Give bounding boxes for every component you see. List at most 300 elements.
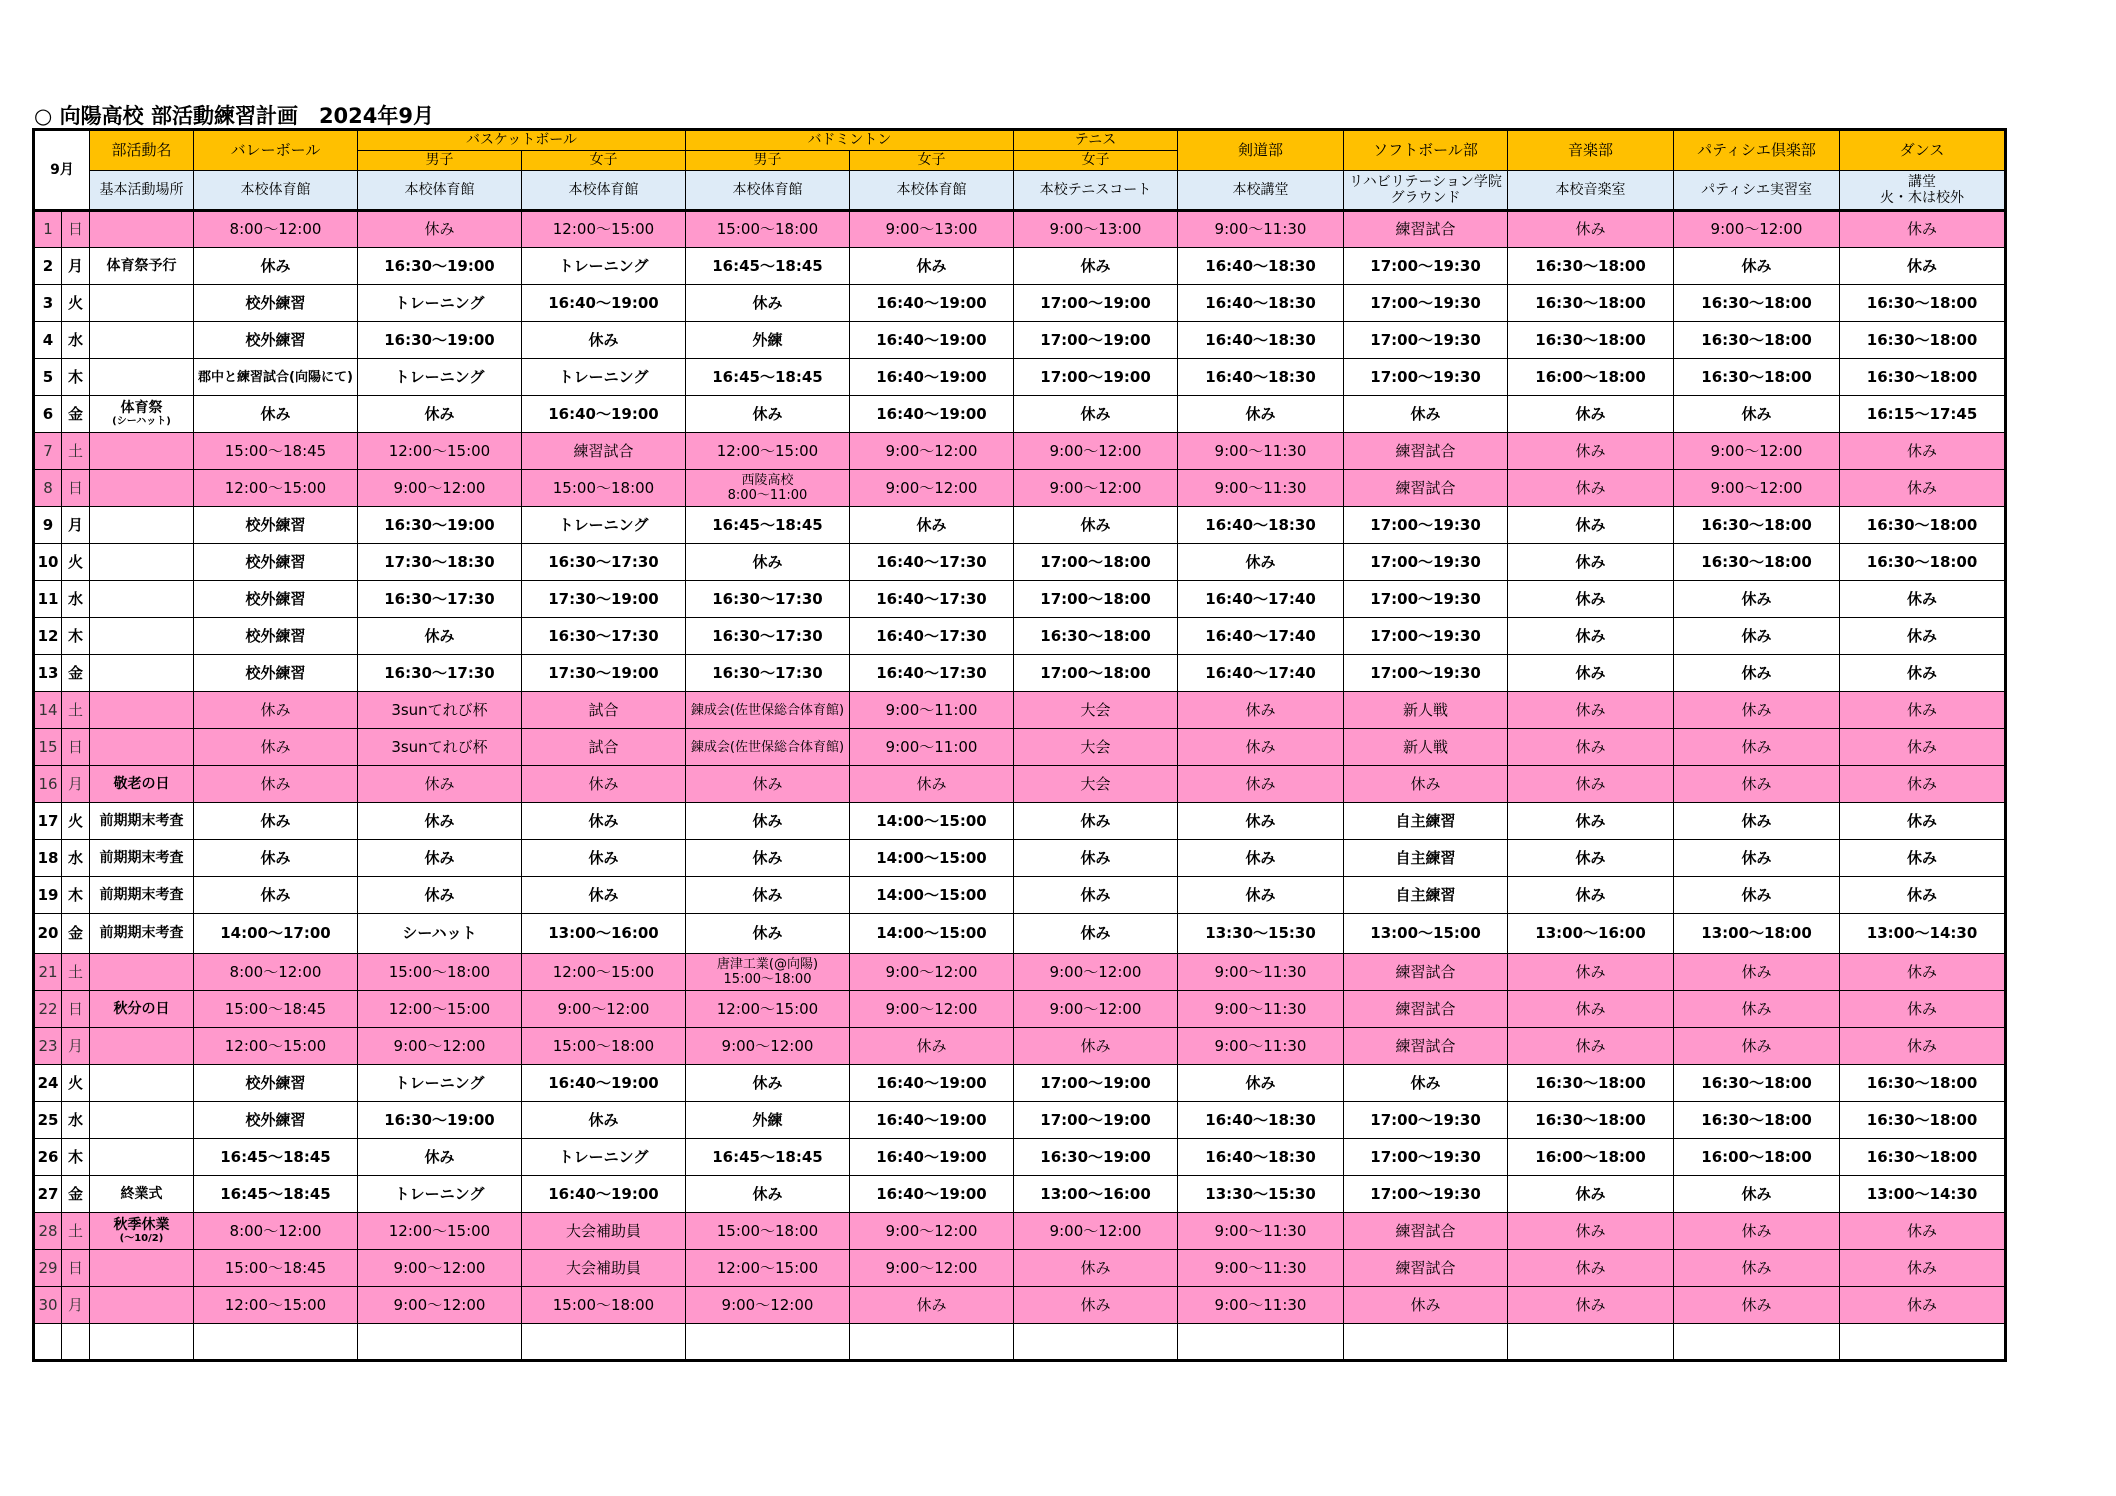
schedule-cell: 錬成会(佐世保総合体育館) [686,729,850,766]
schedule-row [34,359,2006,396]
schedule-cell: 休み [1674,692,1840,729]
day-number: 11 [34,581,62,618]
schedule-cell: 休み [1674,1176,1840,1213]
schedule-cell: 休み [1508,729,1674,766]
event-cell [90,1028,194,1065]
schedule-cell: 休み [1840,1250,2006,1287]
schedule-cell: 休み [686,396,850,433]
day-number: 1 [34,211,62,248]
schedule-cell: 17:00～18:00 [1014,544,1178,581]
schedule-cell: 休み [1840,618,2006,655]
schedule-cell: 16:40～19:00 [850,1139,1014,1176]
schedule-row [34,470,2006,507]
schedule-cell: 休み [1508,692,1674,729]
schedule-cell: 17:00～19:00 [1014,285,1178,322]
schedule-cell: 9:00～12:00 [358,1287,522,1324]
place-cell: 講堂 火・木は校外 [1840,171,2006,211]
day-of-week: 水 [62,581,90,618]
schedule-cell: 休み [1178,544,1344,581]
schedule-cell: 休み [1344,1287,1508,1324]
schedule-cell: 16:40～18:30 [1178,248,1344,285]
schedule-cell: 16:30～18:00 [1508,1102,1674,1139]
day-number [34,1324,62,1361]
schedule-cell: 休み [1840,991,2006,1028]
schedule-cell: 9:00～12:00 [686,1287,850,1324]
schedule-cell [1674,1324,1840,1361]
day-of-week: 月 [62,248,90,285]
schedule-row [34,991,2006,1028]
schedule-cell: 12:00～15:00 [358,991,522,1028]
schedule-cell: 17:00～19:30 [1344,285,1508,322]
place-cell: リハビリテーション学院 グラウンド [1344,171,1508,211]
schedule-cell: 16:40～19:00 [850,322,1014,359]
schedule-cell: 16:30～18:00 [1840,359,2006,396]
event-cell [90,766,194,803]
schedule-cell: 16:30～18:00 [1674,359,1840,396]
schedule-cell: 休み [522,1102,686,1139]
schedule-cell: 16:30～18:00 [1674,1065,1840,1102]
schedule-cell: 9:00～12:00 [1674,433,1840,470]
schedule-cell: 16:30～18:00 [1674,285,1840,322]
schedule-cell: 16:30～19:00 [358,322,522,359]
schedule-cell: 16:40～18:30 [1178,507,1344,544]
schedule-cell: 9:00～11:30 [1178,470,1344,507]
event-cell [90,1139,194,1176]
schedule-cell: 休み [1178,877,1344,914]
schedule-row [34,1176,2006,1213]
schedule-cell: 17:00～19:30 [1344,1176,1508,1213]
schedule-cell: 休み [1508,1287,1674,1324]
day-number: 18 [34,840,62,877]
schedule-row [34,1102,2006,1139]
schedule-cell: 休み [1674,248,1840,285]
schedule-cell: 休み [850,507,1014,544]
sub-basketball-boys: 男子 [358,151,522,171]
event-subtext: (シーハット) [112,416,171,427]
schedule-row [34,1139,2006,1176]
schedule-cell: 休み [194,396,358,433]
schedule-cell: 休み [1014,248,1178,285]
schedule-cell: 休み [1014,1250,1178,1287]
day-of-week: 金 [62,396,90,433]
day-of-week: 日 [62,470,90,507]
schedule-cell: 休み [1674,766,1840,803]
places-row [34,171,2006,211]
schedule-cell: 15:00～18:45 [194,433,358,470]
schedule-cell: 休み [1508,507,1674,544]
schedule-cell: 14:00～15:00 [850,803,1014,840]
schedule-cell [194,1324,358,1361]
schedule-cell: 唐津工業(@向陽) 15:00～18:00 [686,954,850,991]
schedule-cell: 休み [1508,803,1674,840]
schedule-cell: 休み [686,877,850,914]
schedule-cell: 休み [1508,1176,1674,1213]
schedule-row [34,1213,2006,1250]
schedule-cell: 16:45～18:45 [194,1176,358,1213]
schedule-cell: 17:00～18:00 [1014,581,1178,618]
schedule-cell: 17:00～19:30 [1344,544,1508,581]
schedule-cell: 練習試合 [1344,991,1508,1028]
schedule-cell: 16:30～18:00 [1674,544,1840,581]
schedule-cell: 休み [1508,877,1674,914]
schedule-cell: 休み [1674,1213,1840,1250]
schedule-cell: 16:30～18:00 [1508,285,1674,322]
schedule-cell: 休み [1674,1028,1840,1065]
schedule-cell: 9:00～11:30 [1178,954,1344,991]
day-of-week: 水 [62,1102,90,1139]
club-patissier: パティシエ倶楽部 [1674,130,1840,171]
schedule-cell: 16:30～17:30 [358,581,522,618]
schedule-cell: 休み [1674,803,1840,840]
schedule-cell: 9:00～12:00 [1014,1213,1178,1250]
event-text: 体育祭 [120,400,163,416]
schedule-cell: 17:30～18:30 [358,544,522,581]
practice-schedule-table [32,128,2007,1362]
schedule-cell: 16:40～19:00 [850,359,1014,396]
event-cell [90,1102,194,1139]
schedule-cell: 16:40～19:00 [522,396,686,433]
event-cell [90,433,194,470]
schedule-cell: 16:30～18:00 [1840,285,2006,322]
schedule-cell: 休み [1014,396,1178,433]
place-cell: パティシエ実習室 [1674,171,1840,211]
schedule-cell: 休み [686,766,850,803]
schedule-cell: 16:40～19:00 [522,285,686,322]
event-text: 体育祭予行 [106,257,177,274]
schedule-cell: 休み [1508,655,1674,692]
schedule-cell: 休み [1344,766,1508,803]
schedule-cell [1344,1324,1508,1361]
schedule-cell [686,1324,850,1361]
sub-basketball-girls: 女子 [522,151,686,171]
schedule-cell: 16:40～18:30 [1178,1102,1344,1139]
schedule-cell: 16:40～19:00 [850,1176,1014,1213]
schedule-cell: 13:00～16:00 [1014,1176,1178,1213]
schedule-cell: 練習試合 [1344,211,1508,248]
schedule-cell: 自主練習 [1344,803,1508,840]
sub-tennis-girls: 女子 [1014,151,1178,171]
schedule-cell: 16:40～17:30 [850,618,1014,655]
schedule-cell: 16:40～17:30 [850,581,1014,618]
schedule-cell: 16:30～18:00 [1840,1065,2006,1102]
day-number: 2 [34,248,62,285]
schedule-cell: 16:40～19:00 [850,285,1014,322]
event-cell [90,1287,194,1324]
schedule-cell: 12:00～15:00 [194,1028,358,1065]
day-number: 3 [34,285,62,322]
club-name-label: 部活動名 [90,130,194,171]
place-label: 基本活動場所 [90,171,194,211]
schedule-cell: 休み [1840,248,2006,285]
schedule-cell: 16:30～17:30 [686,655,850,692]
schedule-cell: 16:30～18:00 [1674,1102,1840,1139]
place-cell: 本校体育館 [358,171,522,211]
schedule-cell: 9:00～11:30 [1178,991,1344,1028]
schedule-cell: 休み [1508,544,1674,581]
event-cell [90,877,194,914]
schedule-cell: 16:45～18:45 [194,1139,358,1176]
schedule-cell: 休み [1840,1028,2006,1065]
schedule-cell: 16:40～17:30 [850,544,1014,581]
schedule-cell: 休み [358,766,522,803]
schedule-cell: 9:00～13:00 [1014,211,1178,248]
day-number: 16 [34,766,62,803]
day-number: 6 [34,396,62,433]
day-of-week: 土 [62,1213,90,1250]
schedule-cell: 休み [1674,840,1840,877]
schedule-cell: 17:00～19:30 [1344,618,1508,655]
schedule-cell: 大会補助員 [522,1213,686,1250]
day-of-week: 木 [62,1139,90,1176]
event-text: 秋分の日 [113,1000,170,1017]
schedule-cell: 13:00～16:00 [1508,914,1674,954]
event-cell [90,1250,194,1287]
day-number: 14 [34,692,62,729]
month-label: 9月 [34,130,90,211]
event-cell [90,544,194,581]
day-of-week: 火 [62,1065,90,1102]
schedule-cell: 休み [1840,692,2006,729]
schedule-cell: 16:30～19:00 [1014,1139,1178,1176]
schedule-cell: 16:30～18:00 [1840,507,2006,544]
schedule-cell: 16:30～17:30 [522,544,686,581]
schedule-cell: トレーニング [358,359,522,396]
schedule-cell: 12:00～15:00 [358,433,522,470]
schedule-cell: 16:40～17:40 [1178,618,1344,655]
schedule-cell: 16:30～17:30 [686,618,850,655]
schedule-cell: 休み [1508,470,1674,507]
schedule-cell: 休み [1178,766,1344,803]
day-of-week: 火 [62,803,90,840]
day-of-week: 木 [62,359,90,396]
schedule-cell: 15:00～18:00 [358,954,522,991]
schedule-cell: 休み [1014,914,1178,954]
club-kendo: 剣道部 [1178,130,1344,171]
schedule-cell: 9:00～11:30 [1178,211,1344,248]
schedule-cell: 校外練習 [194,544,358,581]
schedule-cell: 16:40～19:00 [850,396,1014,433]
sub-badminton-boys: 男子 [686,151,850,171]
day-number: 9 [34,507,62,544]
event-text: 秋季休業 [113,1217,170,1233]
schedule-cell: 17:00～19:30 [1344,322,1508,359]
event-text: 終業式 [120,1185,163,1202]
day-number: 12 [34,618,62,655]
schedule-cell: 16:45～18:45 [686,359,850,396]
club-volleyball: バレーボール [194,130,358,171]
event-text: 前期期末考査 [99,849,184,866]
event-text: 前期期末考査 [99,812,184,829]
schedule-cell: 15:00～18:00 [686,1213,850,1250]
schedule-cell: 16:40～17:40 [1178,655,1344,692]
event-cell [90,954,194,991]
schedule-cell: 3sunてれび杯 [358,692,522,729]
schedule-cell: 9:00～12:00 [850,470,1014,507]
place-cell: 本校体育館 [522,171,686,211]
event-subtext: (～10/2) [119,1233,164,1244]
schedule-cell: 休み [1508,581,1674,618]
event-cell [90,692,194,729]
schedule-row [34,544,2006,581]
schedule-cell: 17:00～19:30 [1344,507,1508,544]
schedule-cell: 13:30～15:30 [1178,914,1344,954]
event-cell [90,991,194,1028]
schedule-cell: 休み [1178,396,1344,433]
event-cell [90,729,194,766]
schedule-cell: 13:00～14:30 [1840,914,2006,954]
day-of-week: 土 [62,692,90,729]
schedule-row [34,840,2006,877]
schedule-cell: 休み [1840,1287,2006,1324]
day-number: 15 [34,729,62,766]
schedule-cell: 校外練習 [194,1065,358,1102]
day-of-week: 日 [62,991,90,1028]
schedule-cell: 試合 [522,729,686,766]
schedule-row [34,1028,2006,1065]
schedule-cell: 17:00～19:30 [1344,581,1508,618]
schedule-cell: トレーニング [522,248,686,285]
schedule-cell: 16:30～17:30 [358,655,522,692]
schedule-row [34,954,2006,991]
schedule-cell: 16:00～18:00 [1674,1139,1840,1176]
schedule-cell: 9:00～13:00 [850,211,1014,248]
schedule-cell: 休み [1014,803,1178,840]
event-cell [90,285,194,322]
schedule-cell: 休み [1344,396,1508,433]
schedule-cell: 16:30～18:00 [1840,1102,2006,1139]
schedule-cell: 16:30～17:30 [686,581,850,618]
schedule-cell: 練習試合 [1344,1213,1508,1250]
schedule-cell: 9:00～12:00 [358,1250,522,1287]
schedule-cell: 休み [358,211,522,248]
schedule-cell: 休み [1508,766,1674,803]
schedule-cell: 休み [522,877,686,914]
schedule-cell: 14:00～15:00 [850,877,1014,914]
schedule-cell: 12:00～15:00 [194,1287,358,1324]
day-of-week: 日 [62,729,90,766]
place-cell: 本校講堂 [1178,171,1344,211]
schedule-cell: 16:30～18:00 [1674,322,1840,359]
schedule-cell: 練習試合 [1344,1250,1508,1287]
schedule-cell: 9:00～11:30 [1178,433,1344,470]
day-of-week: 金 [62,914,90,954]
sub-badminton-girls: 女子 [850,151,1014,171]
schedule-cell: 9:00～12:00 [850,1213,1014,1250]
schedule-cell: 休み [194,803,358,840]
schedule-cell: 9:00～12:00 [850,991,1014,1028]
schedule-cell: 休み [1674,1287,1840,1324]
schedule-cell: 16:30～18:00 [1840,1139,2006,1176]
day-number: 30 [34,1287,62,1324]
day-of-week: 月 [62,507,90,544]
event-text: 前期期末考査 [99,925,184,941]
schedule-cell: トレーニング [522,507,686,544]
schedule-cell: 8:00～12:00 [194,1213,358,1250]
schedule-cell: 休み [1508,954,1674,991]
schedule-cell: 9:00～12:00 [1674,470,1840,507]
schedule-cell: 休み [1840,766,2006,803]
schedule-cell: 16:40～18:30 [1178,285,1344,322]
schedule-cell: 15:00～18:00 [522,1287,686,1324]
schedule-cell: 自主練習 [1344,840,1508,877]
schedule-cell: 14:00～15:00 [850,914,1014,954]
schedule-cell: 16:30～18:00 [1508,1065,1674,1102]
event-cell [90,322,194,359]
club-dance: ダンス [1840,130,2006,171]
day-number: 25 [34,1102,62,1139]
schedule-cell: 9:00～12:00 [850,954,1014,991]
schedule-cell: 休み [1508,211,1674,248]
schedule-cell: 休み [686,914,850,954]
schedule-cell: 休み [686,840,850,877]
schedule-cell: 9:00～11:30 [1178,1213,1344,1250]
schedule-row [34,618,2006,655]
event-text: 前期期末考査 [99,886,184,903]
schedule-cell: 16:40～18:30 [1178,322,1344,359]
schedule-cell: 9:00～12:00 [1014,470,1178,507]
page-title: ○ 向陽高校 部活動練習計画 2024年9月 [34,104,435,128]
schedule-cell [1014,1324,1178,1361]
place-cell: 本校テニスコート [1014,171,1178,211]
schedule-row [34,1287,2006,1324]
schedule-row [34,766,2006,803]
schedule-cell: 15:00～18:00 [686,211,850,248]
schedule-cell: 14:00～15:00 [850,840,1014,877]
day-of-week: 水 [62,322,90,359]
schedule-cell: 休み [1840,211,2006,248]
schedule-cell: 休み [358,877,522,914]
schedule-cell: 17:00～19:00 [1014,359,1178,396]
schedule-cell: 休み [1014,1028,1178,1065]
schedule-cell: 17:00～19:30 [1344,359,1508,396]
club-header-row [34,130,2006,151]
schedule-cell: 12:00～15:00 [358,1213,522,1250]
schedule-cell: 9:00～11:30 [1178,1287,1344,1324]
schedule-cell: 16:30～18:00 [1840,322,2006,359]
schedule-cell [1178,1324,1344,1361]
schedule-cell: 9:00～12:00 [1014,433,1178,470]
schedule-cell: 休み [194,877,358,914]
schedule-cell: 練習試合 [1344,1028,1508,1065]
schedule-cell: 休み [194,729,358,766]
day-of-week: 月 [62,1287,90,1324]
schedule-cell: 休み [1508,1250,1674,1287]
schedule-cell: 休み [1674,618,1840,655]
schedule-cell: 休み [1508,618,1674,655]
event-cell [90,1213,194,1250]
schedule-cell: 外練 [686,322,850,359]
schedule-cell: 15:00～18:45 [194,991,358,1028]
day-number: 28 [34,1213,62,1250]
schedule-cell: 8:00～12:00 [194,211,358,248]
schedule-cell: 校外練習 [194,507,358,544]
schedule-cell: 休み [1178,1065,1344,1102]
schedule-cell: 練習試合 [1344,433,1508,470]
day-of-week: 土 [62,954,90,991]
schedule-row [34,729,2006,766]
day-number: 27 [34,1176,62,1213]
day-number: 26 [34,1139,62,1176]
schedule-cell: 16:00～18:00 [1508,359,1674,396]
schedule-cell: 校外練習 [194,285,358,322]
schedule-cell: 休み [1178,729,1344,766]
day-number: 19 [34,877,62,914]
schedule-cell: 16:30～19:00 [358,507,522,544]
schedule-cell [522,1324,686,1361]
schedule-cell: 休み [1840,433,2006,470]
schedule-cell: 自主練習 [1344,877,1508,914]
schedule-cell: 練習試合 [1344,470,1508,507]
